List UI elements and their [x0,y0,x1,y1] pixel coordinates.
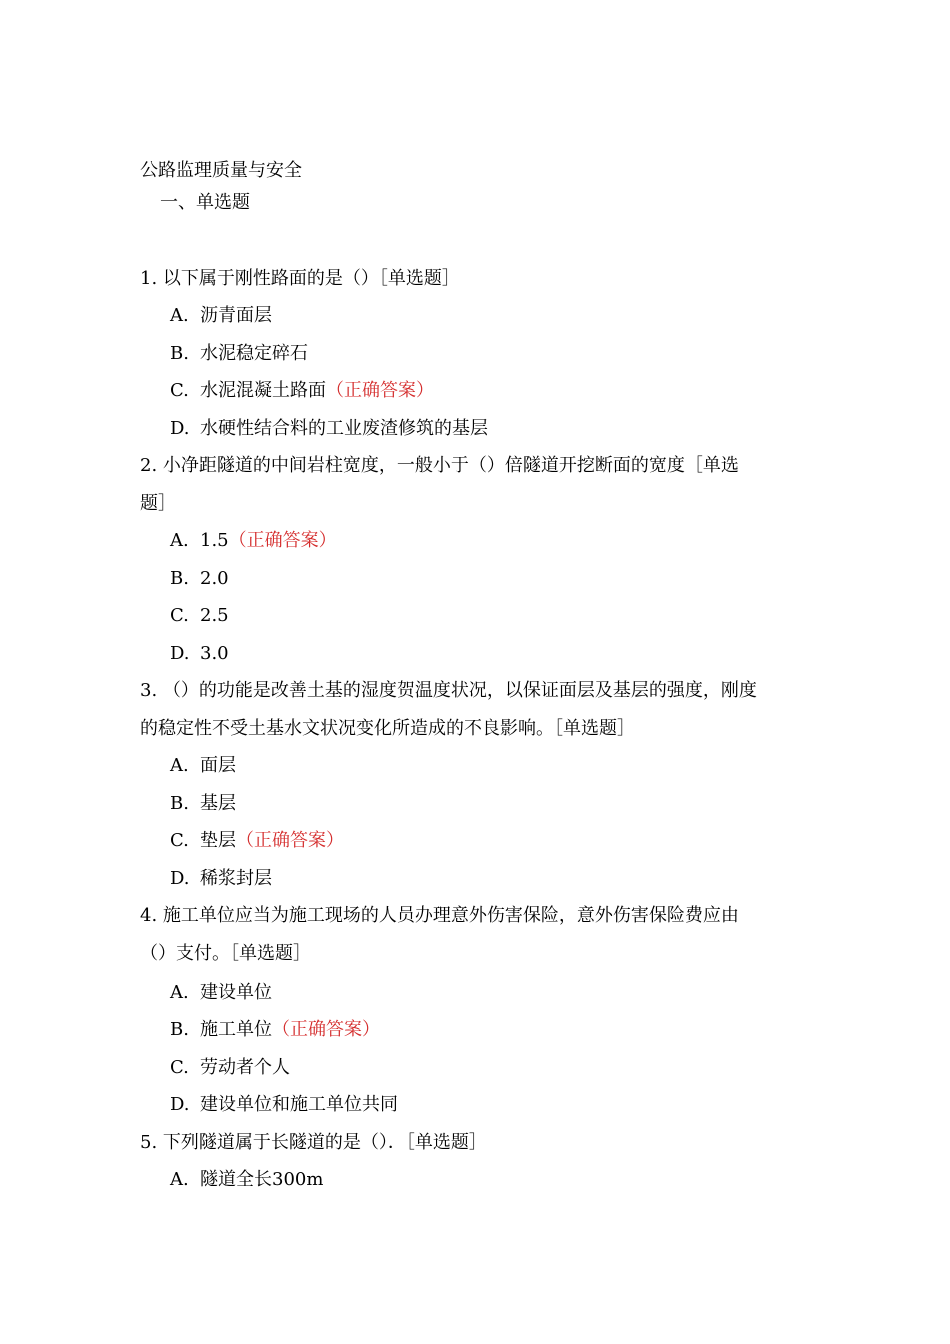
question-2-text-cont: 题］ [140,493,176,514]
q4-option-d: D. 建设单位和施工单位共同 [170,1094,398,1115]
q1-option-a: A. 沥青面层 [170,305,272,326]
question-2-text: 2. 小净距隧道的中间岩柱宽度，一般小于（）倍隧道开挖断面的宽度［单选 [140,455,739,476]
q4-option-a: A. 建设单位 [170,982,272,1003]
q4-option-b: B. 施工单位（正确答案） [170,1019,380,1040]
question-3-text-cont: 的稳定性不受土基水文状况变化所造成的不良影响。［单选题］ [140,718,635,739]
correct-answer-mark: （正确答案） [272,1019,380,1040]
q3-option-a: A. 面层 [170,755,236,776]
doc-title: 公路监理质量与安全 [140,160,302,181]
question-1-text: 1. 以下属于刚性路面的是（）［单选题］ [140,268,460,289]
q3-option-d: D. 稀浆封层 [170,868,272,889]
q5-option-a: A. 隧道全长300m [170,1169,324,1190]
correct-answer-mark: （正确答案） [228,530,337,551]
question-4-text: 4. 施工单位应当为施工现场的人员办理意外伤害保险，意外伤害保险费应由 [140,905,739,926]
q2-option-b: B. 2.0 [170,568,229,589]
q1-option-d: D. 水硬性结合料的工业废渣修筑的基层 [170,418,488,439]
q1-option-b: B. 水泥稳定碎石 [170,343,308,364]
q2-option-d: D. 3.0 [170,643,229,664]
q4-option-c: C. 劳动者个人 [170,1057,290,1078]
q3-option-c: C. 垫层（正确答案） [170,830,344,851]
q2-option-c: C. 2.5 [170,605,229,626]
q2-option-a: A. 1.5（正确答案） [170,530,337,551]
question-5-text: 5. 下列隧道属于长隧道的是（）．［单选题］ [140,1132,487,1153]
question-4-text-cont: （）支付。［单选题］ [140,943,311,964]
q1-option-c: C. 水泥混凝土路面（正确答案） [170,380,434,401]
correct-answer-mark: （正确答案） [326,380,434,401]
q3-option-b: B. 基层 [170,793,236,814]
correct-answer-mark: （正确答案） [236,830,344,851]
section-title: 一、单选题 [160,192,250,213]
question-3-text: 3. （）的功能是改善土基的湿度贺温度状况，以保证面层及基层的强度，刚度 [140,680,757,701]
